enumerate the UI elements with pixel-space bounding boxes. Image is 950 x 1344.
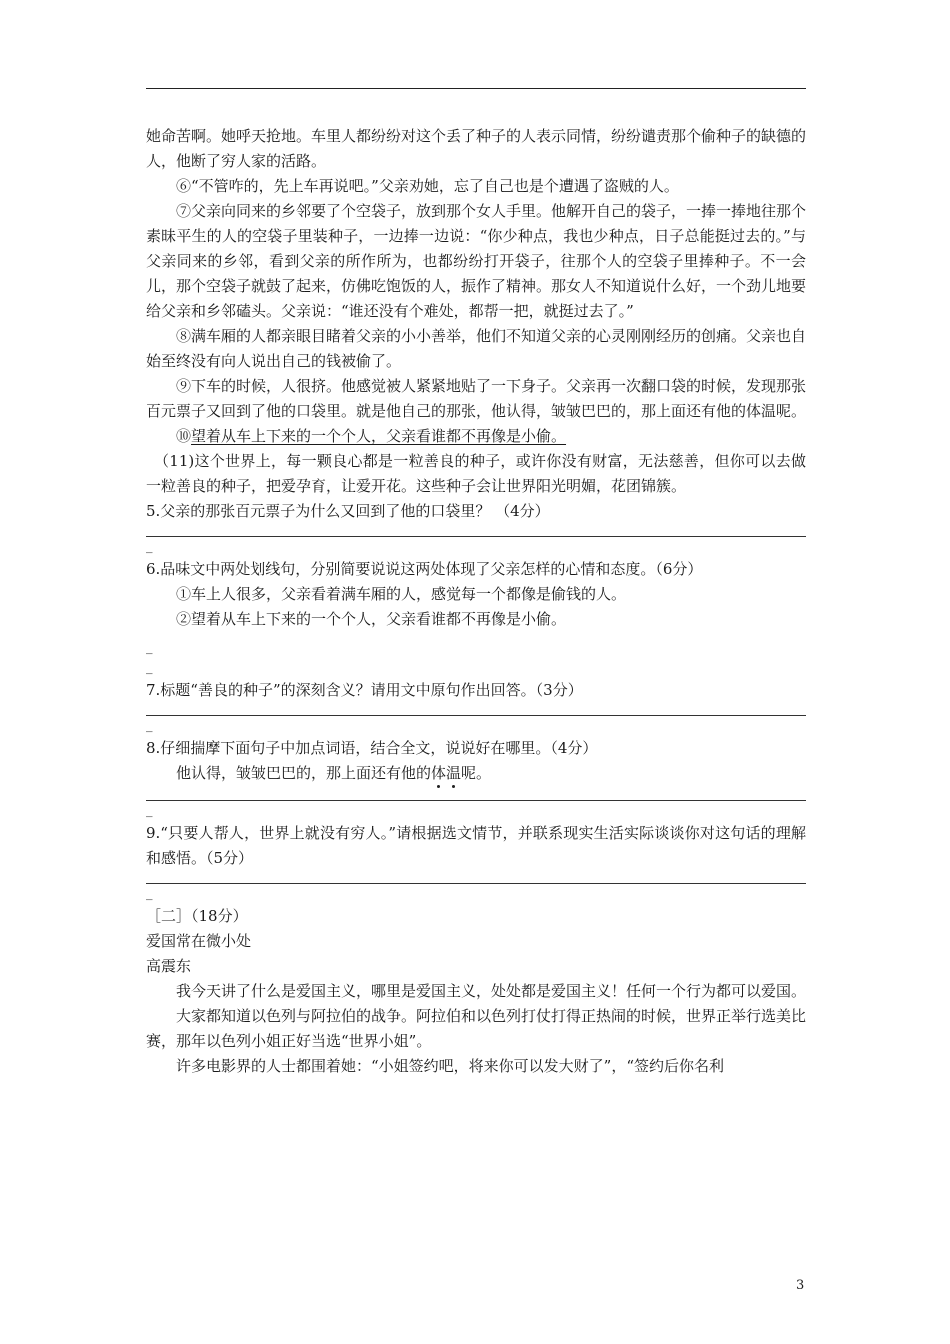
question-8-sentence (146, 761, 806, 786)
paragraph-11: （11)这个世界上，每一颗良心都是一粒善良的种子，或许你没有财富，无法慈善，但你可以去做一粒善良的种子，把爱孕育，让爱开花。这些种子会让世界阳光明媚，花团锦簇。 (146, 452, 806, 495)
question-9: 9.“只要人帮人，世界上就没有穷人。”请根据选文情节，并联系现实生活实际谈谈你对这句话的理解和感悟。（5分） (146, 824, 806, 867)
sentence-text: 呢。 (461, 764, 492, 782)
paragraph-8: ⑧满车厢的人都亲眼目睹着父亲的小小善举，他们不知道父亲的心灵刚刚经历的创痛。父亲也自始至终没有向人说出自己的钱被偷了。 (146, 327, 807, 370)
section-heading: ［二］（18分） (146, 907, 248, 925)
answer-dash: _ (146, 718, 153, 733)
answer-dash: _ (146, 803, 153, 818)
paragraph-6: ⑥“不管咋的，先上车再说吧。”父亲劝她，忘了自己也是个遭遇了盗贼的人。 (176, 177, 679, 195)
question-7: 7.标题“善良的种子”的深刻含义？请用文中原句作出回答。（3分） (146, 681, 583, 699)
article-author: 高震东 (146, 957, 192, 975)
question-6: 6.品味文中两处划线句，分别简要说说这两处体现了父亲怎样的心情和态度。（6分） (146, 560, 703, 578)
article-paragraph-3: 许多电影界的人士都围着她：“小姐签约吧，将来你可以发大财了”，“签约后你名利 (176, 1057, 725, 1075)
answer-dash: _ (146, 640, 153, 655)
paragraph-5-continued: 她命苦啊。她呼天抢地。车里人都纷纷对这个丢了种子的人表示同情，纷纷谴责那个偷种子的缺德的人，他断了穷人家的活路。 (146, 127, 807, 170)
article-title: 爱国常在微小处 (146, 932, 252, 950)
article-paragraph-2: 大家都知道以色列与阿拉伯的战争。阿拉伯和以色列打仗打得正热闹的时候，世界正举行选美比赛，那年以色列小姐正好当选“世界小姐”。 (146, 1007, 807, 1050)
emphasized-word: 温 (446, 764, 462, 782)
paragraph-9: ⑨下车的时候，人很挤。他感觉被人紧紧地贴了一下身子。父亲再一次翻口袋的时候，发现那张百元票子又回到了他的口袋里。就是他自己的那张，他认得，皱皱巴巴的，那上面还有他的体温呢。 (146, 377, 807, 420)
question-8: 8.仔细揣摩下面句子中加点词语，结合全文，说说好在哪里。（4分） (146, 739, 598, 757)
underlined-sentence: 望着从车上下来的一个个人，父亲看谁都不再像是小偷。 (191, 427, 567, 445)
paragraph-10 (146, 424, 806, 449)
paragraph-10-number: ⑩ (176, 427, 192, 445)
page-content (146, 124, 806, 1079)
question-6-sentence-2: ②望着从车上下来的一个个人，父亲看谁都不再像是小偷。 (176, 610, 567, 628)
emphasized-word: 体 (431, 764, 447, 782)
sentence-text: 他认得，皱皱巴巴的，那上面还有他的 (176, 764, 432, 782)
answer-dash: _ (146, 660, 153, 675)
page-number: 3 (796, 1278, 805, 1293)
answer-dash: _ (146, 886, 153, 901)
answer-dash: _ (146, 539, 153, 554)
paragraph-7: ⑦父亲向同来的乡邻要了个空袋子，放到那个女人手里。他解开自己的袋子，一捧一捧地往那个素昧平生的人的空袋子里装种子，一边捧一边说：“你少种点，我也少种点，日子总能挺过去的。”与父亲同来的乡邻，看到父亲的所作所为，也都纷纷打开袋子，往那个人的空袋子里捧种子。不一会儿，那个空袋子就鼓了起来，仿佛吃饱饭的人，振作了精神。那女人不知道说什么好，一个劲儿地要给父亲和乡邻磕头。父亲说：“谁还没有个难处，都帮一把，就挺过去了。” (146, 202, 807, 320)
header-rule (146, 88, 806, 89)
question-6-sentence-1: ①车上人很多，父亲看着满车厢的人，感觉每一个都像是偷钱的人。 (176, 585, 627, 603)
article-paragraph-1: 我今天讲了什么是爱国主义，哪里是爱国主义，处处都是爱国主义！任何一个行为都可以爱国。 (176, 982, 807, 1000)
question-5: 5.父亲的那张百元票子为什么又回到了他的口袋里？ （4分） (146, 502, 550, 520)
